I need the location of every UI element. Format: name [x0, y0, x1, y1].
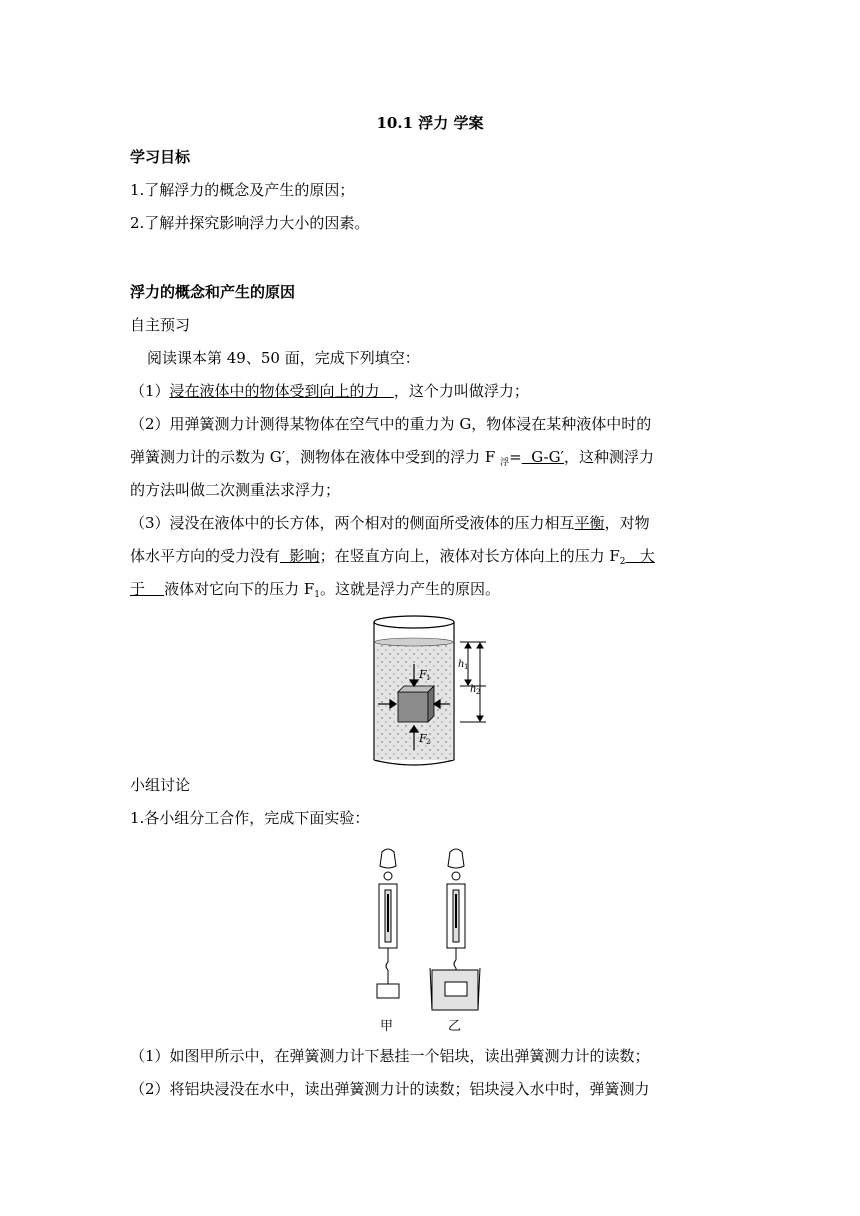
section-heading: 浮力的概念和产生的原因	[130, 283, 296, 301]
group-discussion-heading: 小组讨论	[130, 776, 191, 794]
question-text: ，这种测浮力	[563, 448, 654, 466]
answer-blank: 浸在液体中的物体受到向上的力	[169, 382, 394, 400]
experiment-step: （1）如图甲所示中，在弹簧测力计下悬挂一个铝块，读出弹簧测力计的读数；	[130, 1047, 650, 1065]
depth-label-h1-sub: 1	[464, 663, 469, 671]
question-3-line	[130, 546, 655, 572]
question-text: （3）浸没在液体中的长方体，两个相对的侧面所受液体的压力相互	[130, 514, 575, 532]
question-3-line	[130, 513, 650, 533]
question-1	[130, 381, 529, 401]
subscript: 浮	[500, 458, 510, 468]
spring-scale-figure	[362, 846, 492, 1036]
question-text: ，这个力叫做浮力；	[393, 382, 529, 400]
objective-item: 1.了解浮力的概念及产生的原因；	[130, 181, 355, 199]
depth-label-h1: h	[458, 659, 465, 670]
answer-blank: 影响	[280, 547, 320, 565]
preview-intro: 阅读课本第 49、50 面，完成下列填空：	[147, 349, 420, 367]
buoyancy-cause-figure	[364, 612, 496, 772]
question-text: ，对物	[604, 514, 650, 532]
question-text: 体水平方向的受力没有	[130, 547, 281, 565]
depth-markers-icon	[460, 642, 486, 722]
force-label-f2: F	[419, 732, 427, 745]
question-text: 。这就是浮力产生的原因。	[320, 580, 501, 598]
question-2-line: （2）用弹簧测力计测得某物体在空气中的重力为 G，物体浸在某种液体中时的	[130, 415, 652, 433]
equals-sign: =	[509, 448, 522, 466]
question-2-line: 的方法叫做二次测重法求浮力；	[130, 481, 341, 499]
cube-icon	[398, 686, 434, 722]
question-text: 液体对它向下的压力 F	[164, 580, 315, 598]
question-number: （1）	[130, 382, 170, 400]
spring-scale-b-icon	[430, 849, 480, 1010]
discussion-item: 1.各小组分工合作，完成下面实验：	[130, 809, 370, 827]
force-label-f1-sub: 1	[426, 674, 431, 682]
figure-label-b: 乙	[448, 1019, 462, 1034]
preview-heading: 自主预习	[130, 316, 191, 334]
question-text: ；在竖直方向上，液体对长方体向上的压力 F	[319, 547, 620, 565]
subscript: 2	[619, 557, 626, 567]
figure-label-a: 甲	[380, 1019, 394, 1034]
force-label-f2-sub: 2	[426, 738, 431, 746]
objectives-heading: 学习目标	[130, 148, 191, 166]
question-text: 弹簧测力计的示数为 G′，测物体在液体中受到的浮力 F	[130, 448, 501, 466]
answer-blank: G-G′	[521, 448, 564, 466]
answer-blank: 平衡	[574, 514, 605, 532]
answer-blank: 大	[625, 547, 655, 565]
spring-scale-a-icon	[377, 849, 399, 998]
question-3-line	[130, 579, 500, 605]
force-label-f1: F	[419, 668, 427, 681]
objective-item: 2.了解并探究影响浮力大小的因素。	[130, 214, 370, 232]
subscript: 1	[314, 590, 320, 600]
question-2-line	[130, 447, 654, 473]
depth-label-h2: h	[470, 684, 477, 695]
answer-blank: 于	[130, 580, 165, 598]
depth-label-h2-sub: 2	[476, 688, 481, 696]
experiment-step: （2）将铝块浸没在水中，读出弹簧测力计的读数；铝块浸入水中时，弹簧测力	[130, 1080, 650, 1098]
page-title: 10.1 浮力 学案	[376, 114, 484, 132]
